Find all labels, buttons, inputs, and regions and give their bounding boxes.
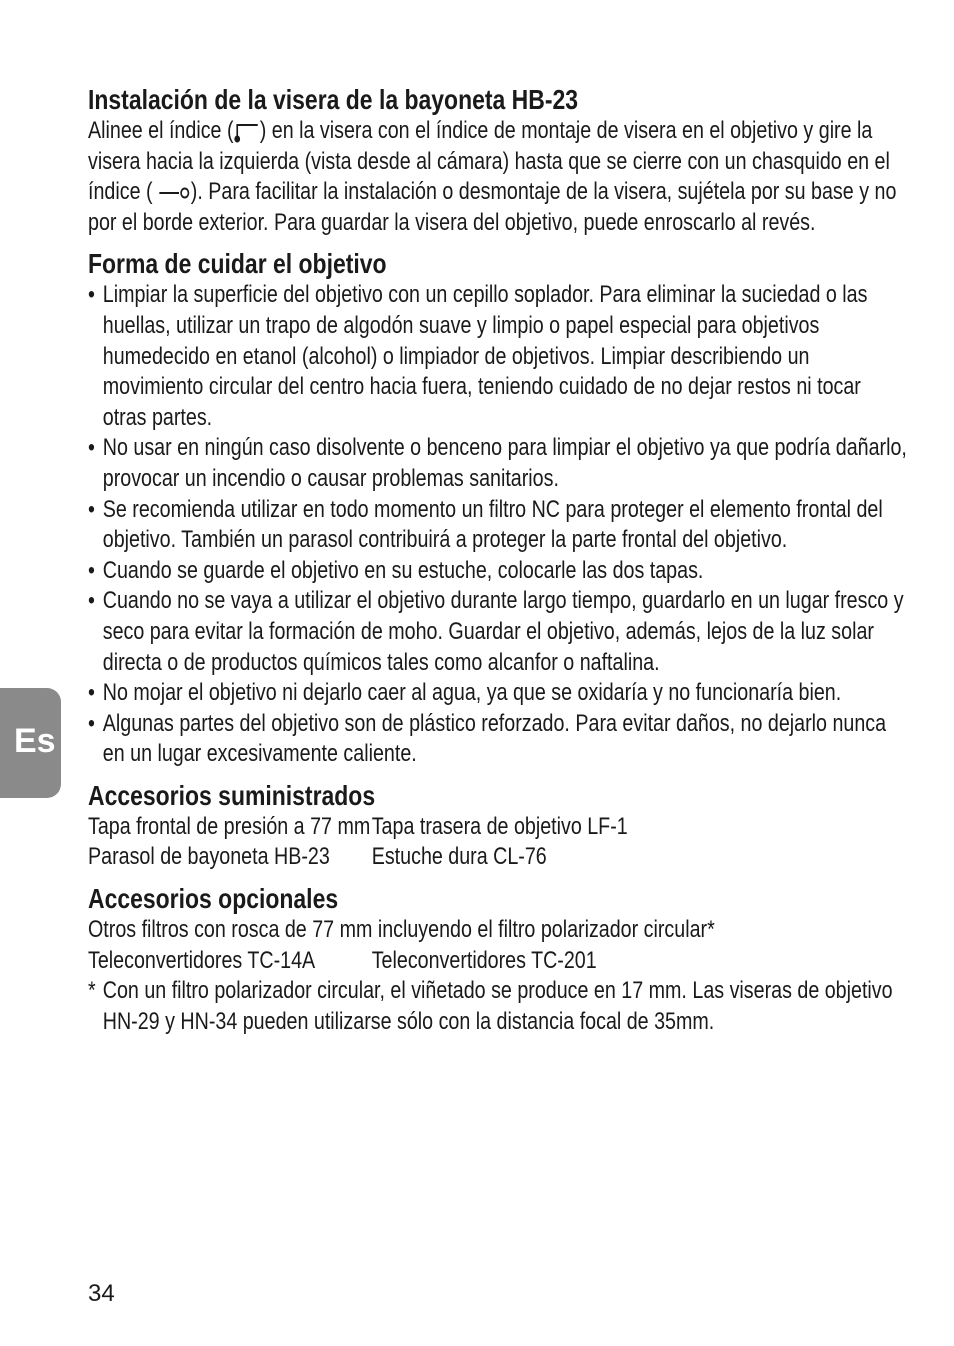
list-item-text: No mojar el objetivo ni dejarlo caer al agua, ya que se oxidaría y no funcionaría bien. xyxy=(102,679,842,707)
list-item xyxy=(88,280,908,433)
list-item-text: Se recomienda utilizar en todo momento un filtro NC para proteger el elemento frontal del objetivo. También un parasol contribuirá a proteger la parte frontal del objetivo. xyxy=(102,495,883,554)
footnote xyxy=(88,976,908,1037)
supplied-cell: Tapa trasera de objetivo LF-1 xyxy=(371,812,628,840)
page-number: 34 xyxy=(88,1280,115,1307)
list-item-text: Algunas partes del objetivo son de plástico reforzado. Para evitar daños, no dejarlo nunca en un lugar excesivamente caliente. xyxy=(102,709,887,768)
list-item xyxy=(88,433,908,494)
optional-cell: Teleconvertidores TC-14A xyxy=(88,946,316,974)
list-item-text: Cuando no se vaya a utilizar el objetivo durante largo tiempo, guardarlo en un lugar fresco y seco para evitar la formación de moho. Guardar el objetivo, además, lejos de la luz solar directa o de productos químicos tales como alcanfor o naftalina. xyxy=(102,587,904,676)
lock-index-icon xyxy=(158,185,191,201)
section-hood-text xyxy=(88,116,908,238)
supplied-cell: Estuche dura CL-76 xyxy=(371,843,547,871)
optional-row xyxy=(88,946,908,977)
section-hood-title: Instalación de la visera de la bayoneta HB-23 xyxy=(88,84,579,115)
list-item xyxy=(88,586,908,678)
section-hood xyxy=(88,84,908,238)
bullet-icon: • xyxy=(88,587,95,615)
bullet-icon: • xyxy=(88,434,95,462)
list-item xyxy=(88,495,908,556)
hood-text-part-c: ). Para facilitar la instalación o desmontaje de la visera, sujétela por su base y no por el borde exterior. Para guardar la visera del objetivo, puede enroscarlo al revés. xyxy=(88,178,897,236)
optional-line: Otros filtros con rosca de 77 mm incluyendo el filtro polarizador circular* xyxy=(88,916,715,944)
supplied-row xyxy=(88,842,908,873)
footnote-text: Con un filtro polarizador circular, el viñetado se produce en 17 mm. Las viseras de objetivo HN-29 y HN-34 pueden utilizarse sólo con la distancia focal de 35mm. xyxy=(102,977,893,1035)
bullet-icon: • xyxy=(88,556,95,584)
hood-text-part-a: Alinee el índice ( xyxy=(88,117,234,144)
optional-cell: Teleconvertidores TC-201 xyxy=(371,946,597,974)
list-item-text: No usar en ningún caso disolvente o benceno para limpiar el objetivo ya que podría dañarlo, provocar un incendio o causar problemas sanitarios. xyxy=(102,434,907,492)
list-item-text: Cuando se guarde el objetivo en su estuche, colocarle las dos tapas. xyxy=(102,556,704,584)
bayonet-index-icon xyxy=(233,120,259,144)
supplied-cell: Tapa frontal de presión a 77 mm xyxy=(88,812,371,840)
care-list xyxy=(88,280,908,770)
hood-text-part-b: ) en la visera con el índice de montaje de visera en el objetivo y gire la visera hacia la izquierda (vista desde al cámara) hasta que se cierre con un chasquido en el índice ( xyxy=(88,117,890,206)
page-content xyxy=(88,84,908,1047)
bullet-icon: • xyxy=(88,281,95,309)
list-item xyxy=(88,556,908,587)
section-care xyxy=(88,248,908,770)
section-care-title: Forma de cuidar el objetivo xyxy=(88,248,387,280)
list-item xyxy=(88,678,908,709)
list-item xyxy=(88,709,908,770)
supplied-cell: Parasol de bayoneta HB-23 xyxy=(88,843,330,871)
section-supplied-title: Accesorios suministrados xyxy=(88,779,376,811)
bullet-icon: • xyxy=(88,679,95,707)
section-optional xyxy=(88,883,908,1037)
bullet-icon: • xyxy=(88,709,95,737)
bullet-icon: • xyxy=(88,495,95,523)
footnote-mark: * xyxy=(88,977,96,1005)
section-supplied xyxy=(88,780,908,873)
list-item-text: Limpiar la superficie del objetivo con un cepillo soplador. Para eliminar la suciedad o las huellas, utilizar un trapo de algodón suave y limpio o papel especial para objetivos humedecido en etanol (alcohol) o limpiador de objetivos. Limpiar describiendo un movimiento circular del centro hacia fuera, teniendo cuidado de no dejar restos ni tocar otras partes. xyxy=(102,281,868,431)
supplied-row xyxy=(88,812,908,843)
section-optional-title: Accesorios opcionales xyxy=(88,883,339,915)
language-tab-label: Es xyxy=(14,722,56,760)
language-tab xyxy=(0,688,61,798)
